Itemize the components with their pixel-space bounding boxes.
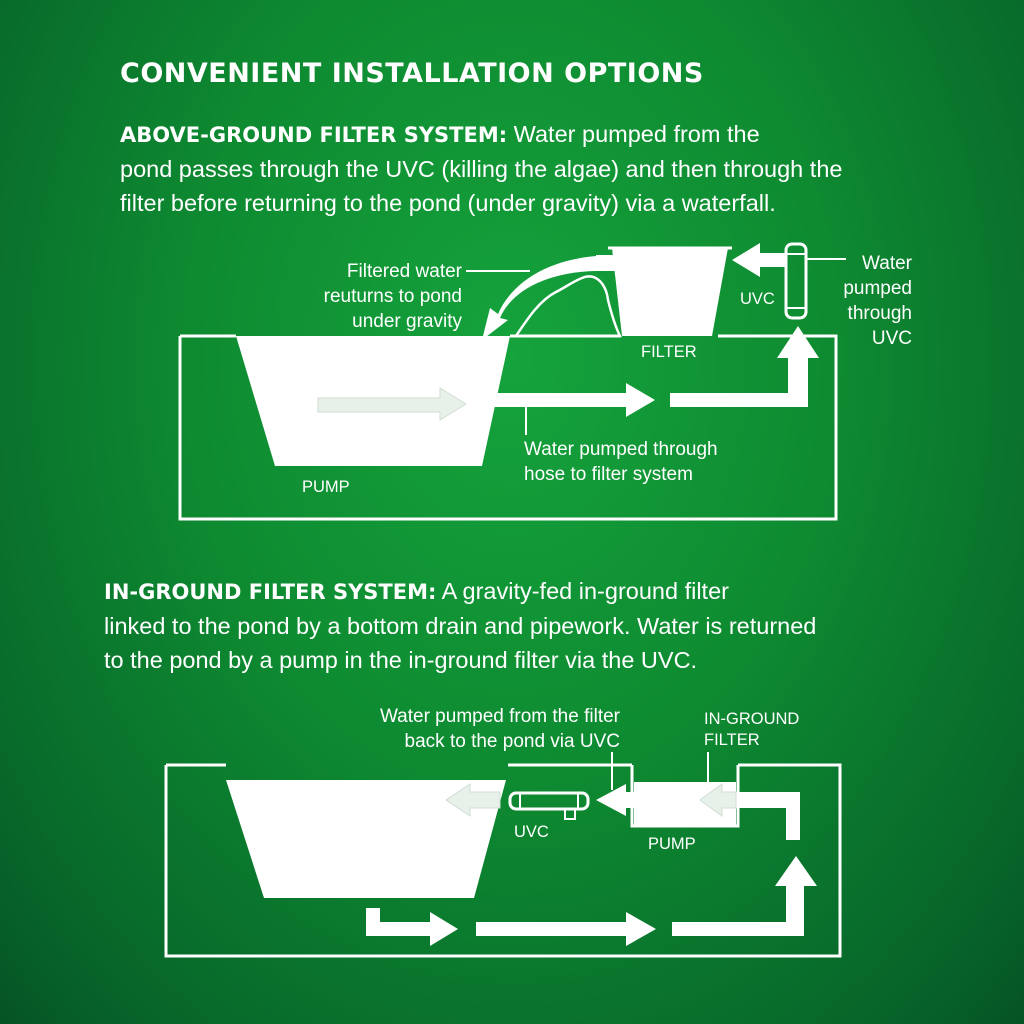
- filtered-water-label: [290, 259, 462, 334]
- above-ground-text-line2: pond passes through the UVC (killing the algae) and then through the: [120, 156, 843, 182]
- hose-line2: hose to filter system: [524, 464, 693, 485]
- above-ground-heading: ABOVE-GROUND FILTER SYSTEM:: [120, 123, 508, 147]
- water-pumped-uvc-label: [820, 251, 912, 351]
- return-line2: back to the pond via UVC: [404, 731, 620, 752]
- ig-filter-line2: FILTER: [704, 731, 760, 749]
- pump-label-1: PUMP: [302, 478, 350, 496]
- in-ground-filter-label: [704, 709, 799, 751]
- hose-arrow-1a: [480, 383, 655, 417]
- pump-to-uvc-arrow: [596, 784, 634, 816]
- hose-arrow-1b: [670, 326, 819, 407]
- uvc-label-1: UVC: [740, 290, 775, 308]
- hose-label: [524, 437, 718, 487]
- return-line1: Water pumped from the filter: [379, 706, 620, 727]
- water-uvc-line1: Water: [862, 253, 912, 274]
- water-uvc-line2: pumped: [843, 278, 912, 299]
- ig-filter-line1: IN-GROUND: [704, 710, 800, 728]
- in-ground-heading: IN-GROUND FILTER SYSTEM:: [104, 580, 437, 604]
- filter-box: [612, 248, 728, 336]
- pump-label-2: PUMP: [648, 835, 696, 853]
- above-ground-diagram: [180, 243, 846, 519]
- return-water-label: [300, 704, 620, 754]
- above-ground-text-line3: filter before returning to the pond (under gravity) via a waterfall.: [120, 190, 776, 216]
- uvc-unit-2: [510, 793, 588, 809]
- page-title: CONVENIENT INSTALLATION OPTIONS: [120, 58, 704, 89]
- in-ground-diagram: [166, 752, 840, 956]
- uvc-unit-1: [786, 244, 806, 318]
- hose-line1: Water pumped through: [524, 439, 718, 460]
- uvc-label-2: UVC: [514, 823, 549, 841]
- gravity-return-arrow: [482, 256, 596, 340]
- in-ground-text-line2: linked to the pond by a bottom drain and pipework. Water is returned: [104, 613, 817, 639]
- uvc-to-filter-arrow: [732, 243, 786, 277]
- above-ground-text-line1: Water pumped from the: [513, 121, 760, 147]
- bottom-drain-arrow-3: [672, 856, 817, 936]
- in-ground-text-line1: A gravity-fed in-ground filter: [441, 578, 729, 604]
- filter-label: FILTER: [641, 343, 697, 361]
- filtered-water-line1: Filtered water: [346, 261, 462, 282]
- filtered-water-line3: under gravity: [352, 311, 462, 332]
- bottom-drain-arrow-2: [476, 912, 656, 946]
- filter-outlet-pipe: [596, 255, 616, 271]
- filtered-water-line2: reuturns to pond: [323, 286, 462, 307]
- water-uvc-line3: through: [847, 303, 912, 324]
- water-uvc-line4: UVC: [871, 328, 912, 349]
- bottom-drain-arrow-1: [366, 908, 458, 946]
- filter-outflow-pipe: [738, 792, 800, 840]
- in-ground-text-line3: to the pond by a pump in the in-ground filter via the UVC.: [104, 647, 698, 673]
